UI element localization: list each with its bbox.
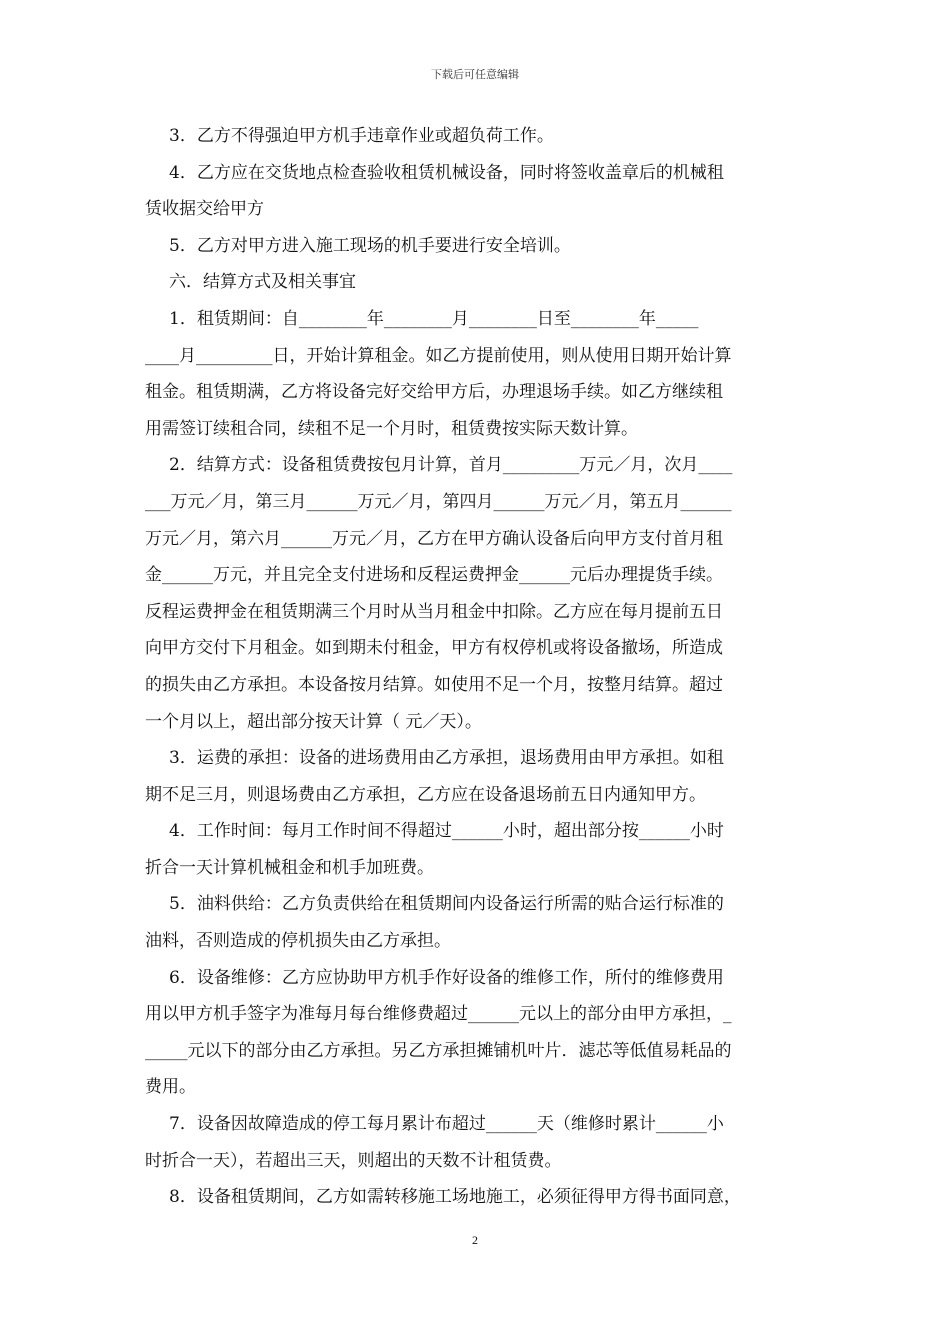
text-line: 万元／月，第六月______万元／月，乙方在甲方确认设备后向甲方支付首月租 [145, 528, 723, 549]
text-line: 的损失由乙方承担。本设备按月结算。如使用不足一个月，按整月结算。超过 [145, 674, 723, 695]
text-line: 期不足三月，则退场费由乙方承担，乙方应在设备退场前五日内通知甲方。 [145, 784, 706, 805]
text-line: 4．工作时间：每月工作时间不得超过______小时，超出部分按______小时 [169, 821, 724, 842]
text-line: _____元以下的部分由乙方承担。另乙方承担摊铺机叶片．滤芯等低值易耗品的 [145, 1040, 732, 1061]
text-line: 3．运费的承担：设备的进场费用由乙方承担，退场费用由甲方承担。如租 [169, 748, 724, 769]
page-number: 2 [472, 1233, 478, 1247]
text-line: 时折合一天），若超出三天，则超出的天数不计租赁费。 [145, 1150, 562, 1171]
page-header: 下载后可任意编辑 [431, 68, 519, 81]
text-line: 用以甲方机手签字为准每月每台维修费超过______元以上的部分由甲方承担，_ [145, 1004, 732, 1025]
text-line: 租金。租赁期满，乙方将设备完好交给甲方后，办理退场手续。如乙方继续租 [145, 382, 723, 403]
text-line: 向甲方交付下月租金。如到期未付租金，甲方有权停机或将设备撤场，所造成 [145, 638, 723, 659]
text-line: ____月_________日，开始计算租金。如乙方提前使用，则从使用日期开始计算 [145, 345, 732, 366]
text-line: 六．结算方式及相关事宜 [169, 272, 356, 293]
text-line: 金______万元，并且完全支付进场和反程运费押金______元后办理提货手续。 [145, 565, 723, 586]
text-line: 反程运费押金在租赁期满三个月时从当月租金中扣除。乙方应在每月提前五日 [145, 601, 723, 622]
text-line: 2．结算方式：设备租赁费按包月计算，首月_________万元／月，次月____ [169, 455, 733, 476]
text-line: 一个月以上，超出部分按天计算（ 元／天）。 [145, 711, 482, 732]
text-line: 5．乙方对甲方进入施工现场的机手要进行安全培训。 [169, 235, 571, 256]
text-line: 赁收据交给甲方 [145, 199, 264, 220]
text-line: 1．租赁期间：自________年________月________日至________年_____ [169, 308, 699, 329]
document-body [145, 118, 810, 1216]
text-line: 6．设备维修：乙方应协助甲方机手作好设备的维修工作，所付的维修费用 [169, 967, 724, 988]
text-line: 7．设备因故障造成的停工每月累计布超过______天（维修时累计______小 [169, 1114, 724, 1135]
text-line: 8．设备租赁期间，乙方如需转移施工场地施工，必须征得甲方得书面同意， [169, 1187, 741, 1208]
text-line: 用需签订续租合同，续租不足一个月时，租赁费按实际天数计算。 [145, 418, 638, 439]
text-line: 3．乙方不得强迫甲方机手违章作业或超负荷工作。 [169, 126, 554, 146]
text-line: 费用。 [145, 1077, 196, 1098]
text-line: 5．油料供给：乙方负责供给在租赁期间内设备运行所需的贴合运行标准的 [169, 894, 724, 915]
text-line: 4．乙方应在交货地点检查验收租赁机械设备，同时将签收盖章后的机械租 [169, 162, 724, 183]
text-line: 折合一天计算机械租金和机手加班费。 [145, 857, 434, 878]
text-line: 油料，否则造成的停机损失由乙方承担。 [145, 931, 451, 952]
text-line: ___万元／月，第三月______万元／月，第四月______万元／月，第五月______ [145, 491, 732, 512]
